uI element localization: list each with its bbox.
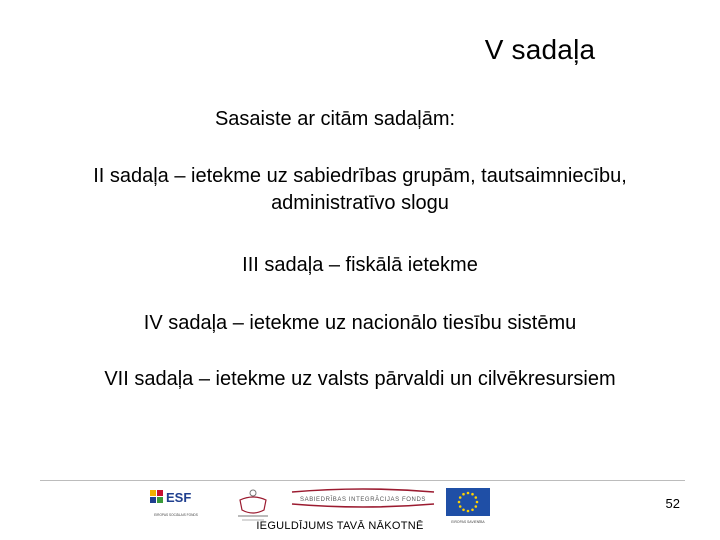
page-number: 52 <box>665 496 680 511</box>
esf-logo-text: ESF <box>166 490 192 505</box>
list-item-line: IV sadaļa – ietekme uz nacionālo tiesību sistēmu <box>143 312 577 334</box>
eu-flag-icon <box>444 486 492 526</box>
esf-logo-icon <box>148 486 204 526</box>
footer-divider <box>40 480 685 481</box>
list-item <box>30 310 690 337</box>
esf-logo-subtext: EIROPAS SOCIĀLAIS FONDS <box>154 513 198 517</box>
list-item <box>30 163 690 217</box>
list-item-line: administratīvo slogu <box>271 192 449 214</box>
list-item-line: III sadaļa – fiskālā ietekme <box>242 254 478 276</box>
slide-subtitle: Sasaiste ar citām sadaļām: <box>214 108 456 130</box>
eu-flag-subtext: EIROPAS SAVIENĪBA <box>451 520 485 524</box>
list-item-line: II sadaļa – ietekme uz sabiedrības grupām, tautsaimniecību, <box>93 165 627 187</box>
list-item <box>30 366 690 393</box>
slide-title: V sadaļa <box>484 34 596 65</box>
footer-tagline: IEGULDĪJUMS TAVĀ NĀKOTNĒ <box>256 520 424 532</box>
list-item <box>30 252 690 279</box>
sif-logo-icon <box>290 486 436 512</box>
list-item-line: VII sadaļa – ietekme uz valsts pārvaldi un cilvēkresursiem <box>104 368 616 390</box>
sif-logo-text: SABIEDRĪBAS INTEGRĀCIJAS FONDS <box>299 497 427 503</box>
